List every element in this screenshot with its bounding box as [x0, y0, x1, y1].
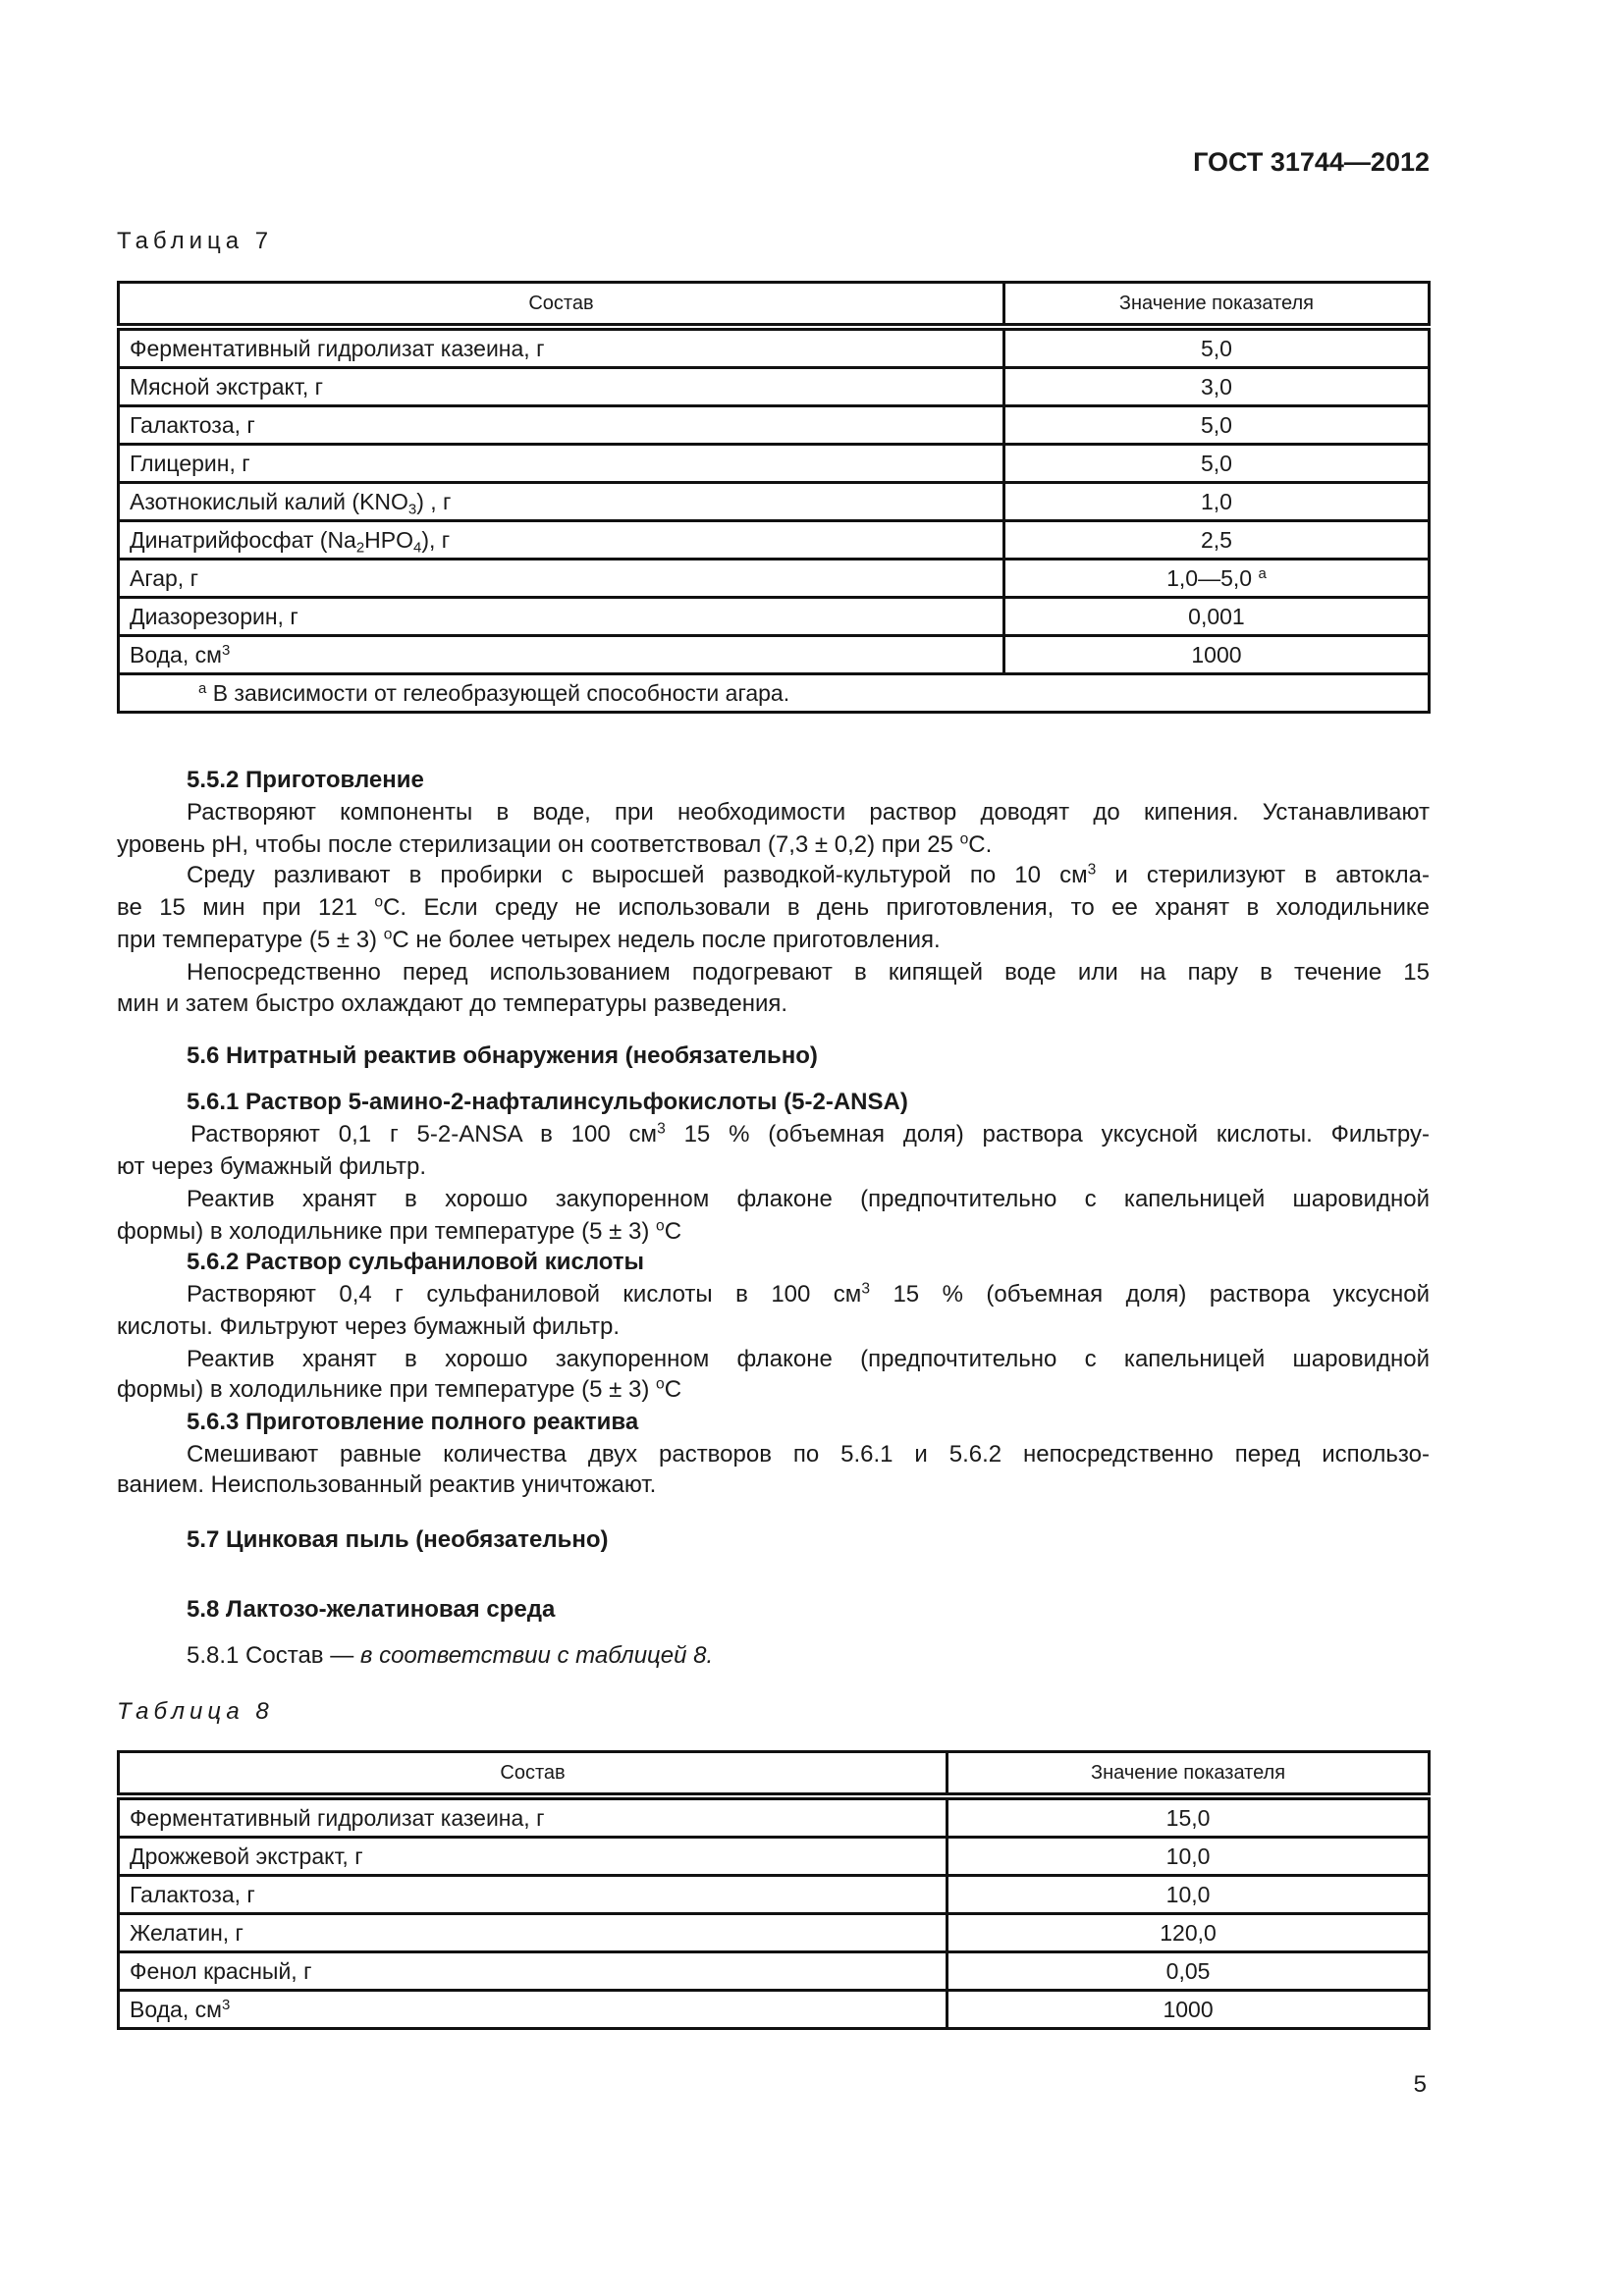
- footnote-mark: а: [198, 679, 207, 697]
- section-heading-5-6-1: 5.6.1 Раствор 5-амино-2-нафталинсульфокислоты (5-2-ANSA): [187, 1089, 908, 1115]
- table-8-caption: Таблица 8: [117, 1698, 274, 1725]
- column-header: Состав: [119, 1752, 947, 1797]
- subscript: 2: [355, 538, 365, 556]
- text: 5.8.1 Состав —: [187, 1642, 360, 1669]
- section-heading-5-6-3: 5.6.3 Приготовление полного реактива: [187, 1409, 639, 1435]
- table-row: [119, 521, 1430, 560]
- name-text: Вода, см: [130, 641, 222, 667]
- text: Растворяют 0,4 г сульфаниловой кислоты в 100 см: [187, 1281, 862, 1308]
- section-heading-5-7: 5.7 Цинковая пыль (необязательно): [187, 1526, 609, 1553]
- ingredient-name: Мясной экстракт, г: [119, 368, 1004, 406]
- table-row: [119, 560, 1430, 598]
- footnote-text: В зависимости от гелеобразующей способности агара.: [212, 679, 790, 706]
- paragraph-line: [117, 1374, 1430, 1406]
- document-id-header: ГОСТ 31744—2012: [1193, 147, 1430, 177]
- ingredient-name: [119, 483, 1004, 521]
- ingredient-value: 5,0: [1003, 327, 1429, 368]
- table-row: [119, 445, 1430, 483]
- text: С не более четырех недель после приготовления.: [392, 927, 941, 953]
- superscript: 3: [861, 1280, 870, 1298]
- ingredient-name: Диазорезорин, г: [119, 598, 1004, 636]
- table-row: [119, 1796, 1430, 1838]
- degree-sign: о: [374, 893, 384, 911]
- paragraph-line: [117, 1216, 1430, 1248]
- paragraph-line: [117, 892, 1430, 924]
- paragraph-line: [187, 1640, 1430, 1672]
- paragraph-line: [187, 860, 1430, 891]
- text: С. Если среду не использовали в день приготовления, то ее хранят в холодильнике: [383, 894, 1430, 921]
- name-text: ), г: [421, 526, 451, 553]
- table-header-row: [119, 283, 1430, 328]
- name-text: ) , г: [416, 488, 452, 514]
- paragraph-line: Реактив хранят в хорошо закупоренном флаконе (предпочтительно с капельницей шаровидной: [187, 1186, 1430, 1212]
- ingredient-name: Ферментативный гидролизат казеина, г: [119, 1796, 947, 1838]
- paragraph-line: ванием. Неиспользованный реактив уничтожают.: [117, 1471, 657, 1498]
- paragraph-line: [187, 1279, 1430, 1310]
- name-text: Вода, см: [130, 1996, 222, 2022]
- table-row: [119, 368, 1430, 406]
- column-header: Значение показателя: [947, 1752, 1430, 1797]
- ingredient-value: 1000: [1003, 636, 1429, 674]
- ingredient-name: Желатин, г: [119, 1914, 947, 1952]
- paragraph-line: [117, 829, 1430, 861]
- text: С.: [968, 831, 993, 858]
- paragraph-line: кислоты. Фильтруют через бумажный фильтр.: [117, 1313, 620, 1340]
- degree-sign: о: [656, 1375, 665, 1393]
- italic-text: в соответствии с таблицей 8.: [359, 1642, 714, 1669]
- name-text: Динатрийфосфат (Na: [130, 526, 356, 553]
- table-footnote: [119, 674, 1430, 713]
- table-row: [119, 1991, 1430, 2029]
- table-row: [119, 1952, 1430, 1991]
- ingredient-value: 2,5: [1003, 521, 1429, 560]
- table-7-caption: Таблица 7: [117, 228, 274, 254]
- superscript: 3: [1087, 861, 1097, 879]
- ingredient-name: Дрожжевой экстракт, г: [119, 1838, 947, 1876]
- ingredient-value: 5,0: [1003, 406, 1429, 445]
- paragraph-line: ют через бумажный фильтр.: [117, 1153, 427, 1180]
- table-footnote-row: [119, 674, 1430, 713]
- column-header: Значение показателя: [1003, 283, 1429, 328]
- text: Растворяют 0,1 г 5-2-ANSA в 100 см: [190, 1121, 658, 1148]
- table-8: [117, 1750, 1431, 2030]
- text: С: [664, 1376, 682, 1403]
- paragraph-line: Непосредственно перед использованием подогревают в кипящей воде или на пару в течение 15: [187, 959, 1430, 986]
- table-row: [119, 636, 1430, 674]
- name-text: Азотнокислый калий (KNO: [130, 488, 408, 514]
- text: ве 15 мин при 121: [117, 894, 375, 921]
- section-heading-5-5-2: 5.5.2 Приготовление: [187, 767, 424, 793]
- ingredient-name: [119, 521, 1004, 560]
- ingredient-value: 10,0: [947, 1876, 1430, 1914]
- column-header: Состав: [119, 283, 1004, 328]
- table-row: [119, 1838, 1430, 1876]
- degree-sign: о: [383, 926, 393, 943]
- text: С: [664, 1218, 682, 1245]
- section-heading-5-6: 5.6 Нитратный реактив обнаружения (необязательно): [187, 1042, 818, 1069]
- ingredient-name: [119, 636, 1004, 674]
- ingredient-value: 15,0: [947, 1796, 1430, 1838]
- paragraph-line: Смешивают равные количества двух растворов по 5.6.1 и 5.6.2 непосредственно перед использо-: [187, 1441, 1430, 1468]
- ingredient-value: 5,0: [1003, 445, 1429, 483]
- ingredient-name: Ферментативный гидролизат казеина, г: [119, 327, 1004, 368]
- table-row: [119, 406, 1430, 445]
- text: 15 % (объемная доля) раствора уксусной: [870, 1281, 1430, 1308]
- text: формы) в холодильнике при температуре (5 ± 3): [117, 1376, 656, 1403]
- text: формы) в холодильнике при температуре (5 ± 3): [117, 1218, 656, 1245]
- table-row: [119, 483, 1430, 521]
- name-text: HPO: [364, 526, 413, 553]
- page-number: 5: [1413, 2071, 1427, 2098]
- ingredient-value: 1000: [947, 1991, 1430, 2029]
- ingredient-name: Фенол красный, г: [119, 1952, 947, 1991]
- ingredient-name: [119, 1991, 947, 2029]
- value-text: 1,0—5,0: [1166, 564, 1253, 591]
- text: Среду разливают в пробирки с выросшей разводкой-культурой по 10 см: [187, 862, 1088, 888]
- ingredient-value: 120,0: [947, 1914, 1430, 1952]
- ingredient-name: Глицерин, г: [119, 445, 1004, 483]
- ingredient-value: 0,05: [947, 1952, 1430, 1991]
- paragraph-line: мин и затем быстро охлаждают до температуры разведения.: [117, 990, 788, 1017]
- subscript: 3: [407, 500, 417, 517]
- ingredient-value: 1,0: [1003, 483, 1429, 521]
- superscript: 3: [657, 1120, 666, 1138]
- table-row: [119, 598, 1430, 636]
- ingredient-name: Агар, г: [119, 560, 1004, 598]
- text: уровень pH, чтобы после стерилизации он соответствовал (7,3 ± 0,2) при 25: [117, 831, 960, 858]
- table-row: [119, 327, 1430, 368]
- ingredient-value: 10,0: [947, 1838, 1430, 1876]
- subscript: 4: [413, 538, 422, 556]
- table-row: [119, 1876, 1430, 1914]
- paragraph-line: Растворяют компоненты в воде, при необходимости раствор доводят до кипения. Устанавливают: [187, 799, 1430, 826]
- ingredient-name: Галактоза, г: [119, 1876, 947, 1914]
- text: при температуре (5 ± 3): [117, 927, 384, 953]
- ingredient-name: Галактоза, г: [119, 406, 1004, 445]
- paragraph-line: [190, 1119, 1430, 1150]
- section-heading-5-6-2: 5.6.2 Раствор сульфаниловой кислоты: [187, 1249, 645, 1275]
- table-row: [119, 1914, 1430, 1952]
- table-header-row: [119, 1752, 1430, 1797]
- ingredient-value: [1003, 560, 1429, 598]
- paragraph-line: [117, 925, 1430, 956]
- superscript: 3: [221, 1996, 231, 2013]
- superscript: 3: [221, 641, 231, 659]
- ingredient-value: 0,001: [1003, 598, 1429, 636]
- degree-sign: о: [656, 1217, 665, 1235]
- table-7: [117, 281, 1431, 714]
- ingredient-value: 3,0: [1003, 368, 1429, 406]
- footnote-mark: а: [1258, 564, 1267, 582]
- text: и стерилизуют в автокла-: [1096, 862, 1431, 888]
- paragraph-line: Реактив хранят в хорошо закупоренном флаконе (предпочтительно с капельницей шаровидной: [187, 1346, 1430, 1372]
- degree-sign: о: [959, 830, 969, 848]
- text: 15 % (объемная доля) раствора уксусной кислоты. Фильтру-: [665, 1121, 1431, 1148]
- section-heading-5-8: 5.8 Лактозо-желатиновая среда: [187, 1596, 556, 1623]
